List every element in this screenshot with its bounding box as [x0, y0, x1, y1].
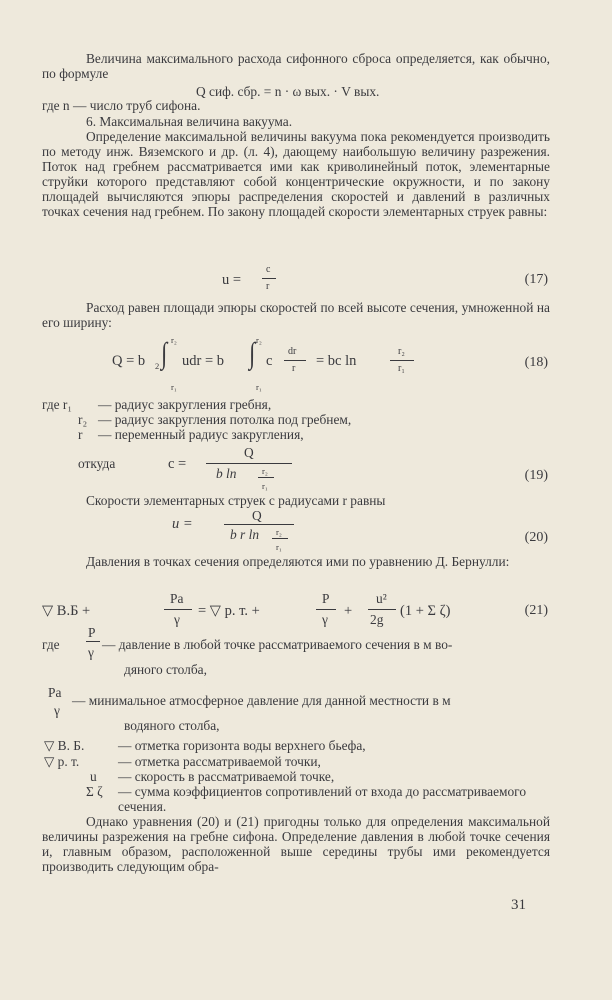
def-sum-text: — сумма коэффициентов сопротивлений от входа до рассматриваемого сечения. — [118, 784, 527, 814]
integral-sign-1: ∫ — [161, 337, 168, 370]
eq19-den: b ln — [216, 466, 237, 481]
eq19-den-frac-den: r₁ — [262, 481, 268, 491]
eq19-word: откуда — [78, 456, 116, 471]
def-pa-text2: водяного столба, — [124, 718, 220, 733]
def-r-label: r — [78, 427, 83, 442]
eq18-frac2-den: r₁ — [398, 363, 405, 374]
eq18-lim-upper-1: r₂ — [171, 335, 177, 345]
eq17-lhs: u = — [222, 272, 242, 288]
def-p-text1: — давление в любой точке рассматриваемого сечения в м во- — [102, 637, 453, 652]
eq21-number: (21) — [524, 603, 548, 618]
def-vb-label: ▽ В. Б. — [44, 738, 85, 753]
def-p-gde: где — [42, 637, 60, 652]
def-r2-label: r₂ — [78, 412, 88, 427]
eq18-lim-upper-2: r₂ — [256, 335, 262, 345]
eq18-part3: c — [266, 353, 273, 369]
eq18-lim-lower-1: r₁ — [171, 382, 177, 392]
integral-sign-2: ∫ — [249, 337, 256, 370]
eq18-lim-lower-2: r₁ — [256, 382, 262, 392]
paragraph-2: Определение максимальной величины вакуума пока рекомендуется производить по методу инж. Вяземского и др. (л. 4), дающему наибольшую величину разрежения. Поток над гребнем рассматривается ими как криволинейный поток, элементарные струйки которого представляют собой концентрические окружности, и по закону площадей вычисляются эпюры распределения скоростей и давлений в различных точках сечения над гребнем. По закону площадей скорости элементарных струек равны: — [42, 129, 550, 219]
formula-siphon-discharge: Q сиф. сбр. = n · ω вых. · V вых. — [196, 84, 380, 99]
eq21-term1: ▽ В.Б + — [42, 603, 91, 619]
eq20-den: b r ln — [230, 527, 260, 542]
page-number: 31 — [511, 897, 526, 913]
eq18-frac1-den: r — [292, 363, 296, 374]
where-n-definition: где n — число труб сифона. — [42, 98, 201, 113]
eq21-frac2-den: γ — [322, 612, 328, 627]
def-pa-den: γ — [54, 703, 60, 718]
eq19-numerator: Q — [244, 445, 254, 460]
eq20-number: (20) — [524, 530, 548, 545]
eq18-part2: udr = b — [182, 353, 225, 369]
eq17-number: (17) — [524, 272, 548, 287]
eq18-part4: = bc ln — [316, 353, 357, 369]
eq21-frac3-den: 2g — [370, 612, 384, 627]
eq19-number: (19) — [524, 468, 548, 483]
def-pa-num: Pa — [48, 685, 62, 700]
eq18-part1: Q = b — [112, 353, 146, 369]
eq19-lhs: c = — [168, 456, 187, 472]
section-6-heading: 6. Максимальная величина вакуума. — [86, 114, 293, 129]
eq21-frac1-num: Pa — [170, 591, 184, 606]
paragraph-4: Скорости элементарных струек с радиусами r равны — [86, 493, 386, 508]
eq21-frac2-num: P — [322, 591, 330, 606]
def-vb-text: — отметка горизонта воды верхнего бьефа, — [118, 738, 366, 753]
eq18-frac1-num: dr — [288, 346, 297, 357]
eq17-numerator: c — [266, 264, 271, 275]
def-r-text: — переменный радиус закругления, — [98, 427, 304, 442]
paragraph-3: Расход равен площади эпюры скоростей по всей высоте сечения, умноженной на его ширину: — [42, 300, 550, 330]
def-u-text: — скорость в рассматриваемой точке, — [118, 769, 335, 784]
eq20-lhs: u = — [172, 516, 193, 532]
def-rt-label: ▽ р. т. — [44, 754, 80, 769]
eq20-den-frac-den: r₁ — [276, 542, 282, 552]
def-p-den: γ — [88, 645, 94, 660]
def-sum-label: Σ ζ — [86, 784, 103, 799]
eq18-number: (18) — [524, 355, 548, 370]
paragraph-5: Давления в точках сечения определяются ими по уравнению Д. Бернулли: — [86, 554, 510, 569]
eq21-term2: = ▽ р. т. + — [198, 603, 260, 619]
eq21-term4: (1 + Σ ζ) — [400, 603, 451, 619]
def-r2-text: — радиус закругления потолка под гребнем, — [98, 412, 352, 427]
def-p-text2: дяного столба, — [124, 662, 207, 677]
def-r1-label: где r₁ — [42, 397, 73, 412]
eq18-sub: 2 — [155, 361, 160, 371]
eq21-frac1-den: γ — [174, 612, 180, 627]
def-rt-text: — отметка рассматриваемой точки, — [118, 754, 321, 769]
eq20-den-frac-num: r₂ — [276, 527, 282, 537]
eq19-den-frac-num: r₂ — [262, 466, 268, 476]
eq21-frac3-num: u² — [376, 591, 387, 606]
paragraph-1: Величина максимального расхода сифонного сброса определяется, как обычно, по формуле — [42, 51, 550, 81]
def-pa-text1: — минимальное атмосферное давление для данной местности в м — [72, 693, 451, 708]
eq18-frac2-num: r₂ — [398, 346, 405, 357]
eq21-term3: + — [344, 603, 353, 619]
eq20-numerator: Q — [252, 508, 262, 523]
def-r1-text: — радиус закругления гребня, — [98, 397, 272, 412]
eq17-denominator: r — [266, 281, 270, 292]
def-u-label: u — [90, 769, 97, 784]
paragraph-6: Однако уравнения (20) и (21) пригодны только для определения максимальной величины разрежения на гребне сифона. Определение давления в любой точке сечения и, главным образом, расположенной выше середины трубы ими рекомендуется производить следующим обра- — [42, 814, 550, 874]
def-p-num: P — [88, 625, 96, 640]
